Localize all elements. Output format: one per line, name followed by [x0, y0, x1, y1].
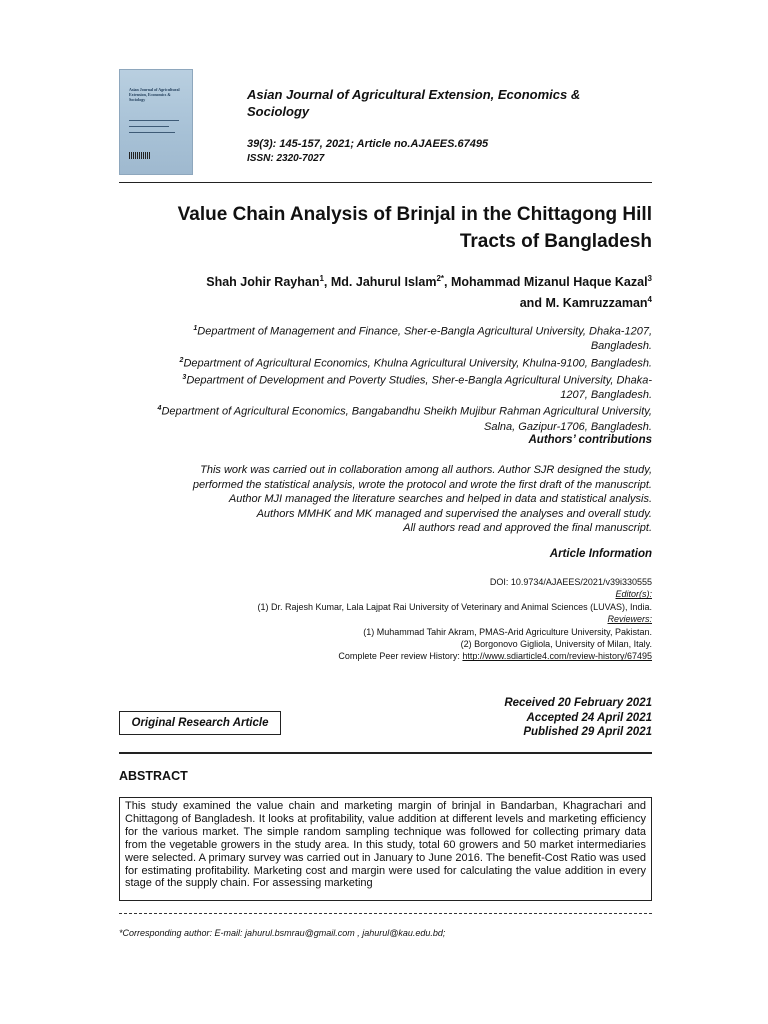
author-name: Mohammad Mizanul Haque Kazal: [450, 275, 648, 290]
review-history-link[interactable]: http://www.sdiarticle4.com/review-history/67495: [462, 651, 652, 662]
affiliation-4: $^4$Department of Agricultural Economics, Bangabandhu Sheikh Mujibur Rahman Agricultural University,: [157, 405, 652, 419]
cover-barcode: [129, 152, 151, 159]
abstract-heading: ABSTRACT: [119, 769, 188, 783]
paper-title: Value Chain Analysis of Brinjal in the Chittagong Hill Tracts of Bangladesh: [177, 204, 652, 252]
section-rule: [119, 752, 652, 754]
abstract-box: This study examined the value chain and marketing margin of brinjal in Bandarban, Khagrachari and Chittagong of Bangladesh. It looks at profitability, value addition at different levels and marketing efficiency for the various market. The simple random sampling technique was followed for collecting primary data from the vegetable growers in the study area. In this study, total 60 growers and 50 market intermediaries were selected. A primary survey was carried out in January to June 2016. The benefit-Cost Ratio was used for estimating profitability. Marketing cost and margin were used for calculating the value addition in every stage of the supply chain. For assessing marketing: [119, 797, 652, 901]
journal-issn: ISSN: 2320-7027: [247, 153, 325, 164]
header-rule: [119, 182, 652, 183]
affiliation-1: $^1$Department of Management and Finance, Sher-e-Bangla Agricultural University, Dhaka-1207,: [193, 325, 652, 338]
editors-label: Editor(s):: [615, 589, 652, 600]
author-name: Md. Jahurul Islam: [330, 275, 437, 290]
journal-volume: 39(3): 145-157, 2021; Article no.AJAEES.67495: [247, 138, 489, 150]
review-history: Complete Peer review History: http://www.sdiarticle4.com/review-history/67495: [338, 651, 652, 662]
publication-dates: Received 20 February 2021 Accepted 24 April 2021 Published 29 April 2021: [504, 697, 652, 738]
reviewers-label: Reviewers:: [607, 614, 652, 625]
cover-line: [129, 120, 179, 121]
journal-title: Asian Journal of Agricultural Extension, Economics & Sociology: [247, 87, 581, 119]
contributions-heading: Authors’ contributions: [528, 434, 652, 446]
reviewer-entry: (1) Muhammad Tahir Akram, PMAS-Arid Agriculture University, Pakistan.: [363, 626, 652, 637]
author-name: M. Kamruzzaman: [545, 296, 648, 311]
affiliations: $^1$Department of Management and Finance, Sher-e-Bangla Agricultural University, Dhaka-1207, Bangladesh. $^2$Department of Agricultural Economics, Khulna Agricultural University, Khulna-9100, Bangladesh. $^3$Department of Development and Poverty Studies, Sher-e-Bangla Agricultural University, Dhaka- 1207, Bangladesh. $^4$Department of Agricultural Economics, Bangabandhu Sheikh Mujibur Rahman Agricultural University, Salna, Gazipur-1706, Bangladesh.: [119, 322, 652, 434]
article-info: [119, 576, 652, 663]
journal-cover-image: [119, 69, 193, 175]
editor-entry: (1) Dr. Rajesh Kumar, Lala Lajpat Rai University of Veterinary and Animal Sciences (LUVAS), India.: [257, 601, 652, 612]
affiliation-3: $^3$Department of Development and Poverty Studies, Sher-e-Bangla Agricultural University, Dhaka-: [182, 373, 652, 387]
cover-line: [129, 126, 169, 127]
corresponding-author: *Corresponding author: E-mail: jahurul.bsmrau@gmail.com , jahurul@kau.edu.bd;: [119, 928, 446, 938]
author-list: Shah Johir Rayhan$^1$, Md. Jahurul Islam$^{2*}$, Mohammad Mizanul Haque Kazal$^3$ and M. Kamruzzaman$^4$: [206, 274, 652, 311]
article-type-badge: Original Research Article: [119, 711, 281, 735]
affiliation-2: $^2$Department of Agricultural Economics, Khulna Agricultural University, Khulna-9100, Bangladesh.: [179, 356, 652, 370]
footnote-divider: [119, 913, 652, 914]
contributions-text: This work was carried out in collaboration among all authors. Author SJR designed the study, performed the statistical analysis, wrote the protocol and wrote the first draft of the manuscript. Author MJI managed the literature searches and helped in data and statistical analysis. Authors MMHK and MK managed and supervised the analyses and overall study. All authors read and approved the final manuscript.: [192, 464, 652, 535]
doi: DOI: 10.9734/AJAEES/2021/v39i330555: [489, 577, 652, 587]
cover-line: [129, 132, 175, 133]
article-info-heading: Article Information: [549, 548, 652, 560]
author-name: Shah Johir Rayhan: [206, 275, 320, 290]
reviewer-entry: (2) Borgonovo Gigliola, University of Milan, Italy.: [460, 639, 652, 650]
cover-title: Asian Journal of Agricultural Extension, Economics & Sociology: [129, 87, 180, 102]
